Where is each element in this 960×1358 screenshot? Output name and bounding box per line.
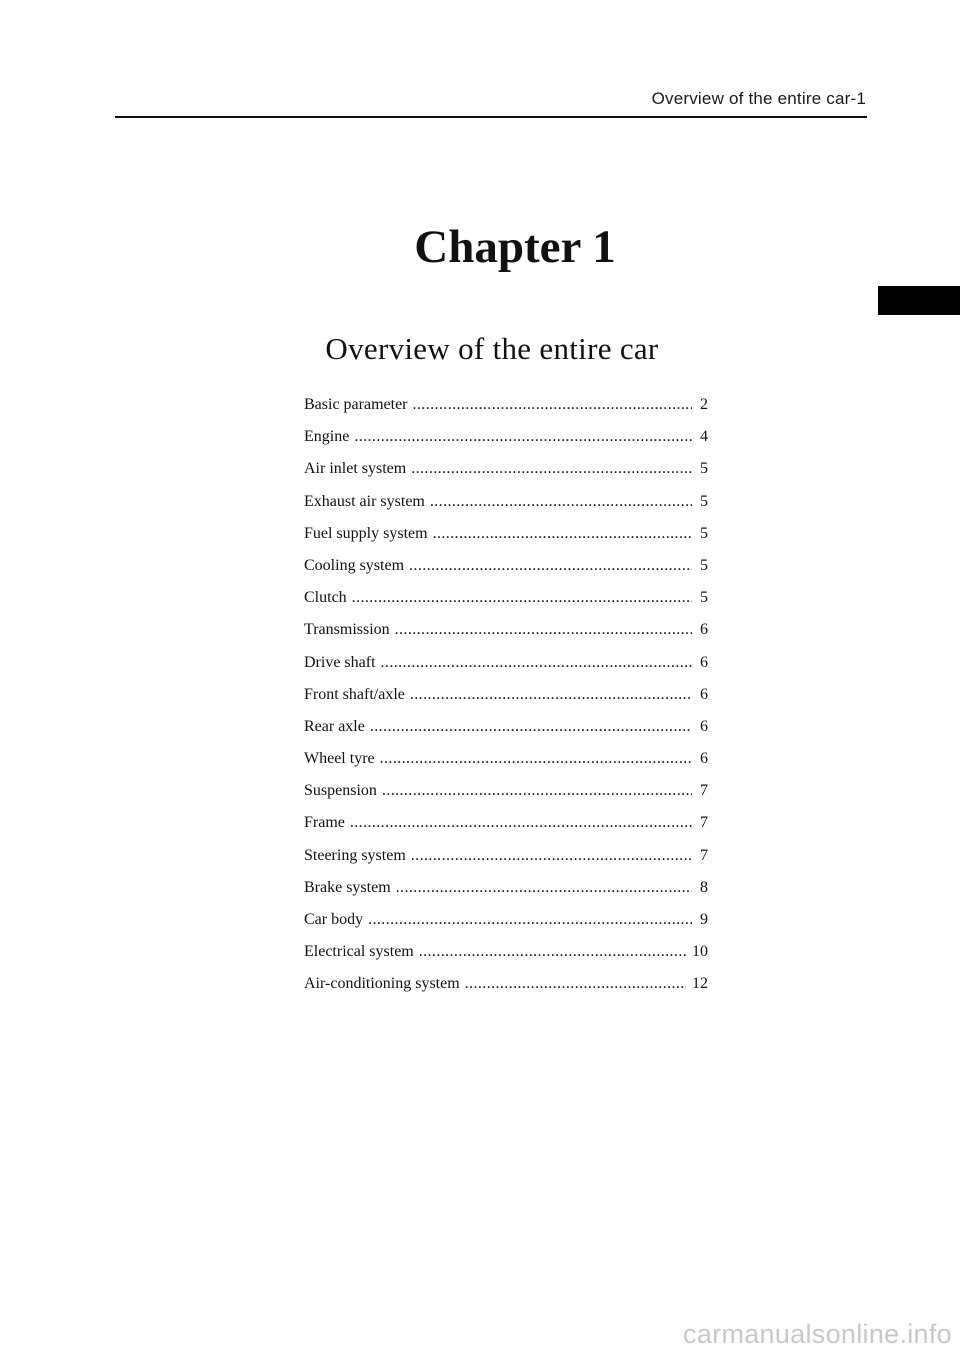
toc-page-number: 7 — [700, 846, 708, 864]
toc-page-number: 6 — [700, 621, 708, 639]
toc-leader — [413, 396, 693, 414]
chapter-subtitle: Overview of the entire car — [325, 331, 659, 366]
toc-page-number: 5 — [700, 589, 708, 607]
toc-page-number: 5 — [700, 460, 708, 478]
toc-leader — [411, 847, 692, 865]
toc-label: Cooling system — [304, 556, 405, 574]
toc-entry-front-shaft-axle[interactable] — [304, 686, 708, 718]
toc-leader — [381, 654, 692, 672]
toc-leader — [411, 460, 692, 478]
toc-page-number: 6 — [700, 750, 708, 768]
toc-leader — [410, 686, 692, 704]
chapter-side-tab — [878, 286, 960, 315]
toc-leader — [368, 911, 692, 929]
toc-leader — [396, 879, 692, 897]
toc-label: Exhaust air system — [304, 492, 425, 510]
toc-entry-frame[interactable] — [304, 814, 708, 846]
toc-entry-cooling-system[interactable] — [304, 557, 708, 589]
toc-page-number: 6 — [700, 717, 708, 735]
toc-leader — [419, 943, 686, 961]
toc-page-number: 9 — [700, 911, 708, 928]
toc-entry-brake-system[interactable] — [304, 879, 708, 911]
toc-leader — [354, 428, 692, 446]
toc-page-number: 6 — [700, 685, 708, 703]
toc-page-number: 5 — [700, 492, 708, 510]
table-of-contents — [304, 396, 708, 1008]
toc-leader — [433, 525, 692, 543]
toc-leader — [395, 621, 692, 639]
toc-label: Front shaft/axle — [304, 685, 405, 703]
toc-entry-electrical-system[interactable] — [304, 943, 708, 975]
toc-page-number: 5 — [700, 556, 708, 574]
toc-leader — [352, 589, 692, 607]
toc-leader — [382, 782, 692, 800]
header-rule — [115, 116, 867, 118]
toc-label: Fuel supply system — [304, 524, 428, 542]
toc-leader — [465, 975, 686, 993]
toc-page-number: 10 — [692, 943, 708, 961]
toc-entry-air-inlet-system[interactable] — [304, 460, 708, 492]
toc-entry-rear-axle[interactable] — [304, 718, 708, 750]
toc-label: Suspension — [304, 782, 377, 800]
toc-entry-steering-system[interactable] — [304, 847, 708, 879]
toc-entry-car-body[interactable] — [304, 911, 708, 943]
toc-label: Transmission — [304, 621, 390, 639]
toc-label: Frame — [304, 814, 345, 832]
toc-entry-air-conditioning-system[interactable] — [304, 975, 708, 1007]
toc-page-number: 5 — [700, 524, 708, 542]
toc-page-number: 7 — [700, 782, 708, 800]
toc-label: Air-conditioning system — [304, 975, 460, 993]
toc-label: Brake system — [304, 878, 391, 896]
toc-label: Electrical system — [304, 943, 414, 961]
toc-entry-clutch[interactable] — [304, 589, 708, 621]
toc-entry-engine[interactable] — [304, 428, 708, 460]
toc-label: Wheel tyre — [304, 750, 375, 768]
toc-page-number: 12 — [692, 975, 708, 993]
toc-leader — [350, 814, 692, 832]
toc-entry-basic-parameter[interactable] — [304, 396, 708, 428]
toc-label: Engine — [304, 428, 350, 446]
toc-label: Air inlet system — [304, 460, 407, 478]
toc-leader — [380, 750, 692, 768]
toc-entry-wheel-tyre[interactable] — [304, 750, 708, 782]
toc-entry-fuel-supply-system[interactable] — [304, 525, 708, 557]
toc-entry-exhaust-air-system[interactable] — [304, 493, 708, 525]
toc-page-number: 8 — [700, 878, 708, 896]
toc-page-number: 2 — [700, 396, 708, 413]
toc-label: Rear axle — [304, 717, 365, 735]
toc-page-number: 6 — [700, 653, 708, 671]
toc-leader — [430, 493, 692, 511]
toc-entry-drive-shaft[interactable] — [304, 654, 708, 686]
toc-label: Basic parameter — [304, 396, 408, 413]
toc-page-number: 4 — [700, 428, 708, 446]
toc-label: Car body — [304, 911, 364, 928]
toc-entry-transmission[interactable] — [304, 621, 708, 653]
chapter-title: Chapter 1 — [414, 221, 616, 273]
toc-label: Steering system — [304, 846, 406, 864]
toc-label: Clutch — [304, 589, 347, 607]
toc-label: Drive shaft — [304, 653, 376, 671]
toc-page-number: 7 — [700, 814, 708, 832]
toc-leader — [370, 718, 692, 736]
toc-entry-suspension[interactable] — [304, 782, 708, 814]
toc-leader — [409, 557, 692, 575]
watermark: carmanualsonline.info — [683, 1319, 952, 1349]
running-header: Overview of the entire car-1 — [651, 89, 866, 108]
